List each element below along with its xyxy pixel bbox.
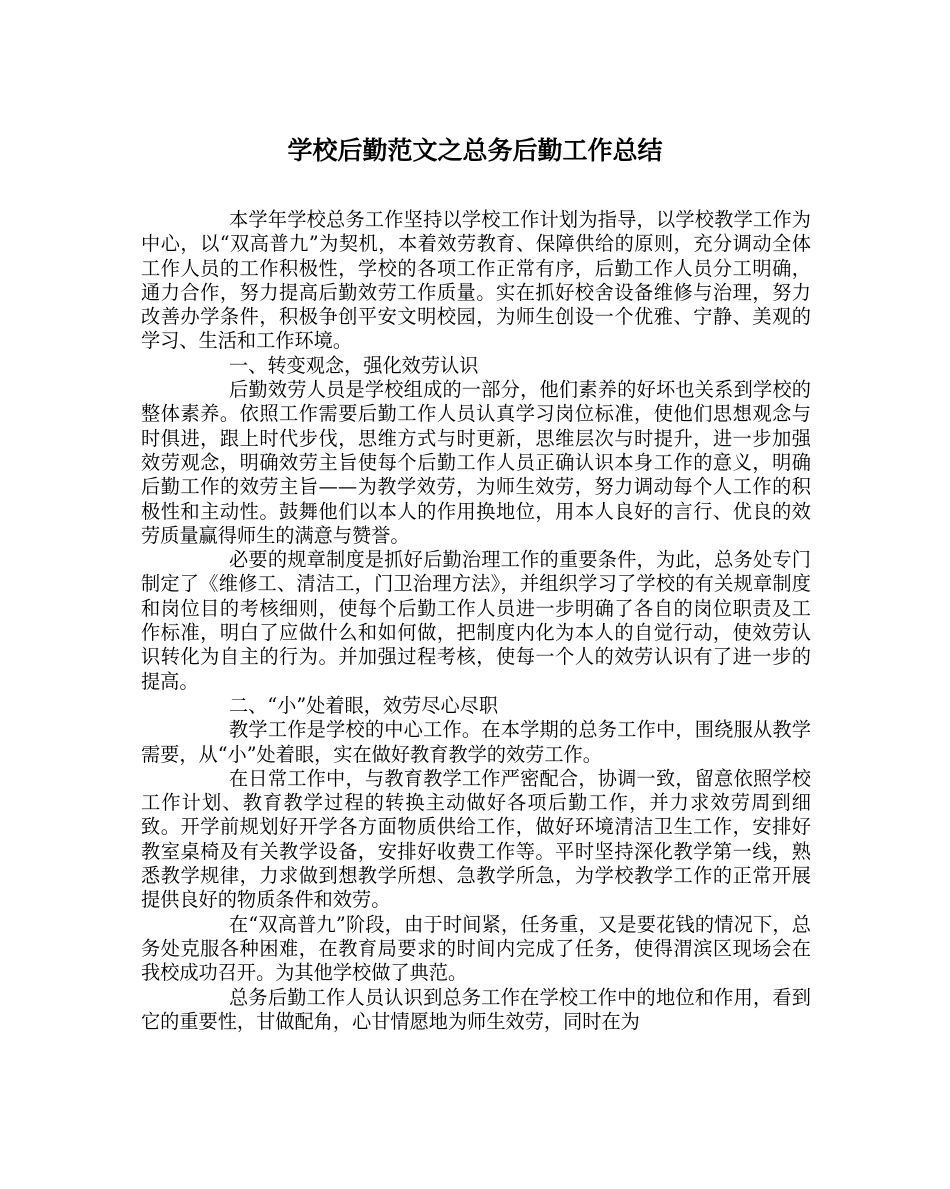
paragraph-daily-work: 在日常工作中，与教育教学工作严密配合，协调一致，留意依照学校工作计划、教育教学过程的转换主动做好各项后勤工作，并力求效劳周到细致。开学前规划好开学各方面物质供给工作，做好环境清洁卫生工作，安排好教室桌椅及有关教学设备，安排好收费工作等。平时坚持深化教学第一线，熟悉教学规律，力求做到想教学所想、急教学所急，为学校教学工作的正常开展提供良好的物质条件和效劳。 [141, 766, 811, 912]
paragraph-intro: 本学年学校总务工作坚持以学校工作计划为指导，以学校教学工作为中心，以“双高普九”为契机，本着效劳教育、保障供给的原则，充分调动全体工作人员的工作积极性，学校的各项工作正常有序，后勤工作人员分工明确，通力合作，努力提高后勤效劳工作质量。实在抓好校舍设备维修与治理，努力改善办学条件，积极争创平安文明校园，为师生创设一个优雅、宁静、美观的学习、生活和工作环境。 [141, 208, 811, 353]
paragraph-staff-quality: 后勤效劳人员是学校组成的一部分，他们素养的好坏也关系到学校的整体素养。依照工作需要后勤工作人员认真学习岗位标准，使他们思想观念与时俱进，跟上时代步伐，思维方式与时更新，思维层次与时提升，进一步加强效劳观念，明确效劳主旨使每个后勤工作人员正确认识本身工作的意义，明确后勤工作的效劳主旨——为教学效劳，为师生效劳，努力调动每个人工作的积极性和主动性。鼓舞他们以本人的作用换地位，用本人良好的言行、优良的效劳质量赢得师生的满意与赞誉。 [141, 378, 811, 547]
paragraph-rules: 必要的规章制度是抓好后勤治理工作的重要条件，为此，总务处专门制定了《维修工、清洁工，门卫治理方法》，并组织学习了学校的有关规章制度和岗位目的考核细则，使每个后勤工作人员进一步明确了各自的岗位职责及工作标准，明白了应做什么和如何做，把制度内化为本人的自觉行动，使效劳认识转化为自主的行为。并加强过程考核，使每一个人的效劳认识有了进一步的提高。 [141, 548, 811, 693]
paragraph-teaching-center: 教学工作是学校的中心工作。在本学期的总务工作中，围绕服从教学 需要，从“小”处着眼，实在做好教育教学的效劳工作。 [141, 718, 811, 766]
paragraph-shuanggao: 在“双高普九”阶段，由于时间紧，任务重，又是要花钱的情况下，总务处克服各种困难，在教育局要求的时间内完成了任务，使得渭滨区现场会在我校成功召开。为其他学校做了典范。 [141, 912, 811, 985]
paragraph-staff-role: 总务后勤工作人员认识到总务工作在学校工作中的地位和作用，看到它的重要性，甘做配角，心甘情愿地为师生效劳，同时在为 [141, 985, 811, 1033]
section-heading-2: 二、“小”处着眼，效劳尽心尽职 [229, 693, 499, 717]
section-heading-1: 一、转变观念，强化效劳认识 [229, 353, 479, 377]
document-body [141, 208, 811, 1034]
document-title: 学校后勤范文之总务后勤工作总结 [287, 136, 663, 165]
